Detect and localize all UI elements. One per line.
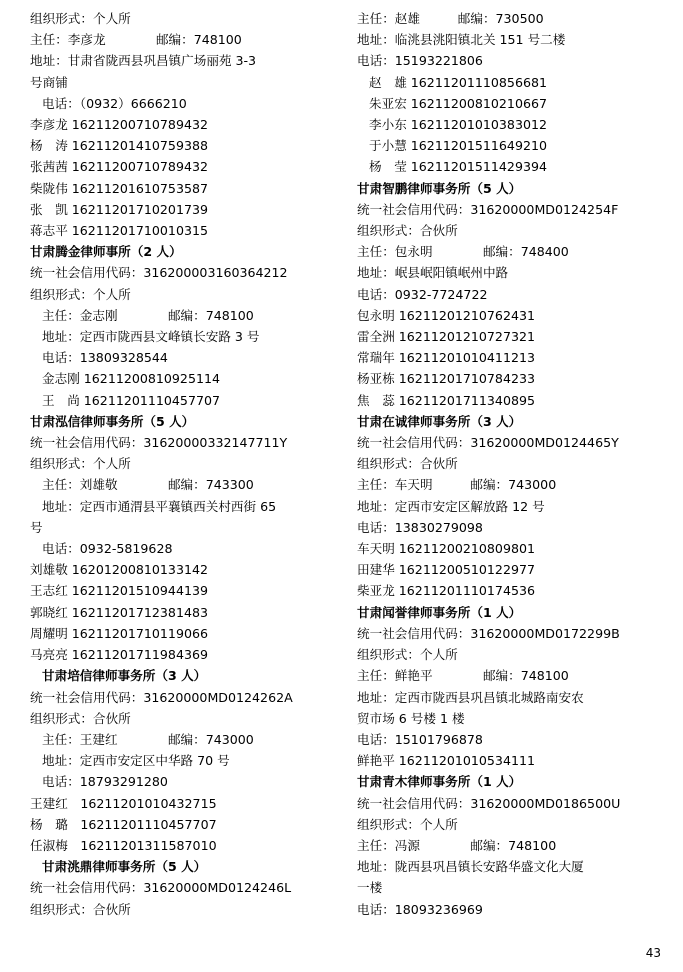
- page-number: 43: [645, 946, 661, 960]
- left-text-line: 组织形式：合伙所: [30, 901, 131, 917]
- right-text-line: 统一社会信用代码：31620000MD0186500U: [357, 795, 621, 811]
- left-text-line: 统一社会信用代码：31620000MD0124262A: [30, 689, 293, 705]
- left-firm-heading: 甘肃培信律师事务所（3 人）: [42, 668, 207, 684]
- left-text-line: 电话：0932-5819628: [42, 541, 173, 557]
- left-text-line: 杨 璐 16211201110457707: [30, 816, 217, 832]
- left-text-line: 张 凯 16211201710201739: [30, 201, 208, 217]
- left-text-line: 号商铺: [30, 74, 68, 90]
- right-text-line: 柴亚龙 16211201110174536: [357, 583, 535, 599]
- left-text-line: 郭晓红 16211201712381483: [30, 604, 208, 620]
- right-firm-heading: 甘肃智鹏律师事务所（5 人）: [357, 180, 522, 196]
- left-text-line: 电话：13809328544: [42, 350, 168, 366]
- left-text-line: 地址：定西市安定区中华路 70 号: [42, 753, 230, 769]
- right-text-line: 地址：临洮县洮阳镇北关 151 号二楼: [357, 32, 566, 48]
- right-text-line: 主任：赵雄 邮编：730500: [357, 11, 544, 26]
- left-text-line: 刘雄敬 16201200810133142: [30, 562, 208, 578]
- right-text-line: 赵 雄 16211201110856681: [369, 74, 547, 90]
- left-text-line: 地址：甘肃省陇西县巩昌镇广场丽苑 3-3: [30, 53, 257, 69]
- left-text-line: 李彦龙 16211200710789432: [30, 117, 208, 133]
- left-text-line: 统一社会信用代码：31620000MD0124246L: [30, 880, 292, 896]
- left-text-line: 组织形式：合伙所: [30, 710, 131, 726]
- left-text-line: 任淑梅 16211201311587010: [30, 837, 217, 853]
- left-text-line: 王志红 16211201510944139: [30, 583, 208, 599]
- right-text-line: 统一社会信用代码：31620000MD0172299B: [357, 625, 620, 641]
- right-text-line: 地址：定西市安定区解放路 12 号: [357, 498, 545, 514]
- right-text-line: 雷全洲 16211201210727321: [357, 329, 535, 345]
- right-text-line: 地址：定西市陇西县巩昌镇北城路南安农: [357, 689, 584, 705]
- right-text-column: [357, 8, 662, 928]
- right-text-line: 组织形式：个人所: [357, 647, 458, 663]
- right-text-line: 电话：15193221806: [357, 53, 483, 69]
- right-text-line: 电话：15101796878: [357, 731, 483, 747]
- left-text-line: 组织形式：个人所: [30, 11, 131, 26]
- right-text-line: 常瑞年 16211201010411213: [357, 350, 535, 366]
- right-text-line: 组织形式：合伙所: [357, 456, 458, 472]
- right-text-line: 主任：冯源 邮编：748100: [357, 837, 557, 853]
- left-text-line: 蒋志平 16211201710010315: [30, 223, 208, 239]
- left-text-column: [30, 8, 335, 928]
- left-text-line: 统一社会信用代码：31620000332147711Y: [30, 435, 288, 451]
- left-text-line: 组织形式：个人所: [30, 456, 131, 472]
- right-text-line: 统一社会信用代码：31620000MD0124254F: [357, 201, 619, 217]
- right-text-line: 组织形式：合伙所: [357, 223, 458, 239]
- left-text-line: 张茜茜 16211200710789432: [30, 159, 208, 175]
- right-text-line: 主任：鲜艳平 邮编：748100: [357, 668, 569, 684]
- right-text-line: 包永明 16211201210762431: [357, 307, 535, 323]
- right-text-line: 一楼: [357, 880, 383, 896]
- right-text-line: 李小东 16211201010383012: [369, 117, 547, 133]
- right-text-line: 地址：陇西县巩昌镇长安路华盛文化大厦: [357, 859, 584, 875]
- left-text-line: 地址：定西市通渭县平襄镇西关村西街 65: [42, 498, 277, 514]
- left-text-line: 电话：18793291280: [42, 774, 168, 790]
- right-text-line: 车天明 16211200210809801: [357, 541, 535, 557]
- right-text-line: 地址：岷县岷阳镇岷州中路: [357, 265, 509, 281]
- right-firm-heading: 甘肃青木律师事务所（1 人）: [357, 774, 522, 790]
- left-text-line: 主任：王建红 邮编：743000: [42, 731, 254, 747]
- right-text-line: 田建华 16211200510122977: [357, 562, 535, 578]
- right-firm-heading: 甘肃闻誉律师事务所（1 人）: [357, 604, 522, 620]
- left-text-line: 金志刚 16211200810925114: [42, 371, 220, 387]
- right-text-line: 鲜艳平 16211201010534111: [357, 753, 535, 769]
- right-text-line: 焦 蕊 16211201711340895: [357, 392, 535, 408]
- right-text-line: 电话：13830279098: [357, 519, 483, 535]
- left-firm-heading: 甘肃泓信律师事务所（5 人）: [30, 413, 195, 429]
- right-text-line: 贸市场 6 号楼 1 楼: [357, 710, 465, 726]
- right-text-line: 主任：车天明 邮编：743000: [357, 477, 557, 493]
- left-text-line: 马亮亮 16211201711984369: [30, 647, 208, 663]
- left-firm-heading: 甘肃腾金律师事所（2 人）: [30, 244, 182, 260]
- left-text-line: 周耀明 16211201710119066: [30, 625, 208, 641]
- right-text-line: 主任：包永明 邮编：748400: [357, 244, 569, 260]
- left-text-line: 地址：定西市陇西县文峰镇长安路 3 号: [42, 329, 260, 345]
- left-text-line: 主任：李彦龙 邮编：748100: [30, 32, 242, 48]
- left-text-line: 主任：金志刚 邮编：748100: [42, 307, 254, 323]
- right-text-line: 朱亚宏 16211200810210667: [369, 95, 547, 111]
- right-firm-heading: 甘肃在诚律师事务所（3 人）: [357, 413, 522, 429]
- left-text-line: 主任：刘雄敬 邮编：743300: [42, 477, 254, 493]
- right-text-line: 组织形式：个人所: [357, 816, 458, 832]
- right-text-line: 杨 莹 16211201511429394: [369, 159, 547, 175]
- left-text-line: 号: [30, 519, 43, 535]
- left-text-line: 柴陇伟 16211201610753587: [30, 180, 208, 196]
- two-column-layout: [30, 8, 665, 928]
- left-text-line: 电话：（0932）6666210: [42, 95, 187, 111]
- left-text-line: 统一社会信用代码：316200003160364212: [30, 265, 288, 281]
- left-text-line: 杨 涛 16211201410759388: [30, 138, 208, 154]
- right-text-line: 于小慧 16211201511649210: [369, 138, 547, 154]
- left-firm-heading: 甘肃洮鼎律师事务所（5 人）: [42, 859, 207, 875]
- right-text-line: 杨亚栋 16211201710784233: [357, 371, 535, 387]
- right-text-line: 统一社会信用代码：31620000MD0124465Y: [357, 435, 619, 451]
- right-text-line: 电话：0932-7724722: [357, 286, 488, 302]
- left-text-line: 王建红 16211201010432715: [30, 795, 217, 811]
- right-text-line: 电话：18093236969: [357, 901, 483, 917]
- left-text-line: 组织形式：个人所: [30, 286, 131, 302]
- left-text-line: 王 尚 16211201110457707: [42, 392, 220, 408]
